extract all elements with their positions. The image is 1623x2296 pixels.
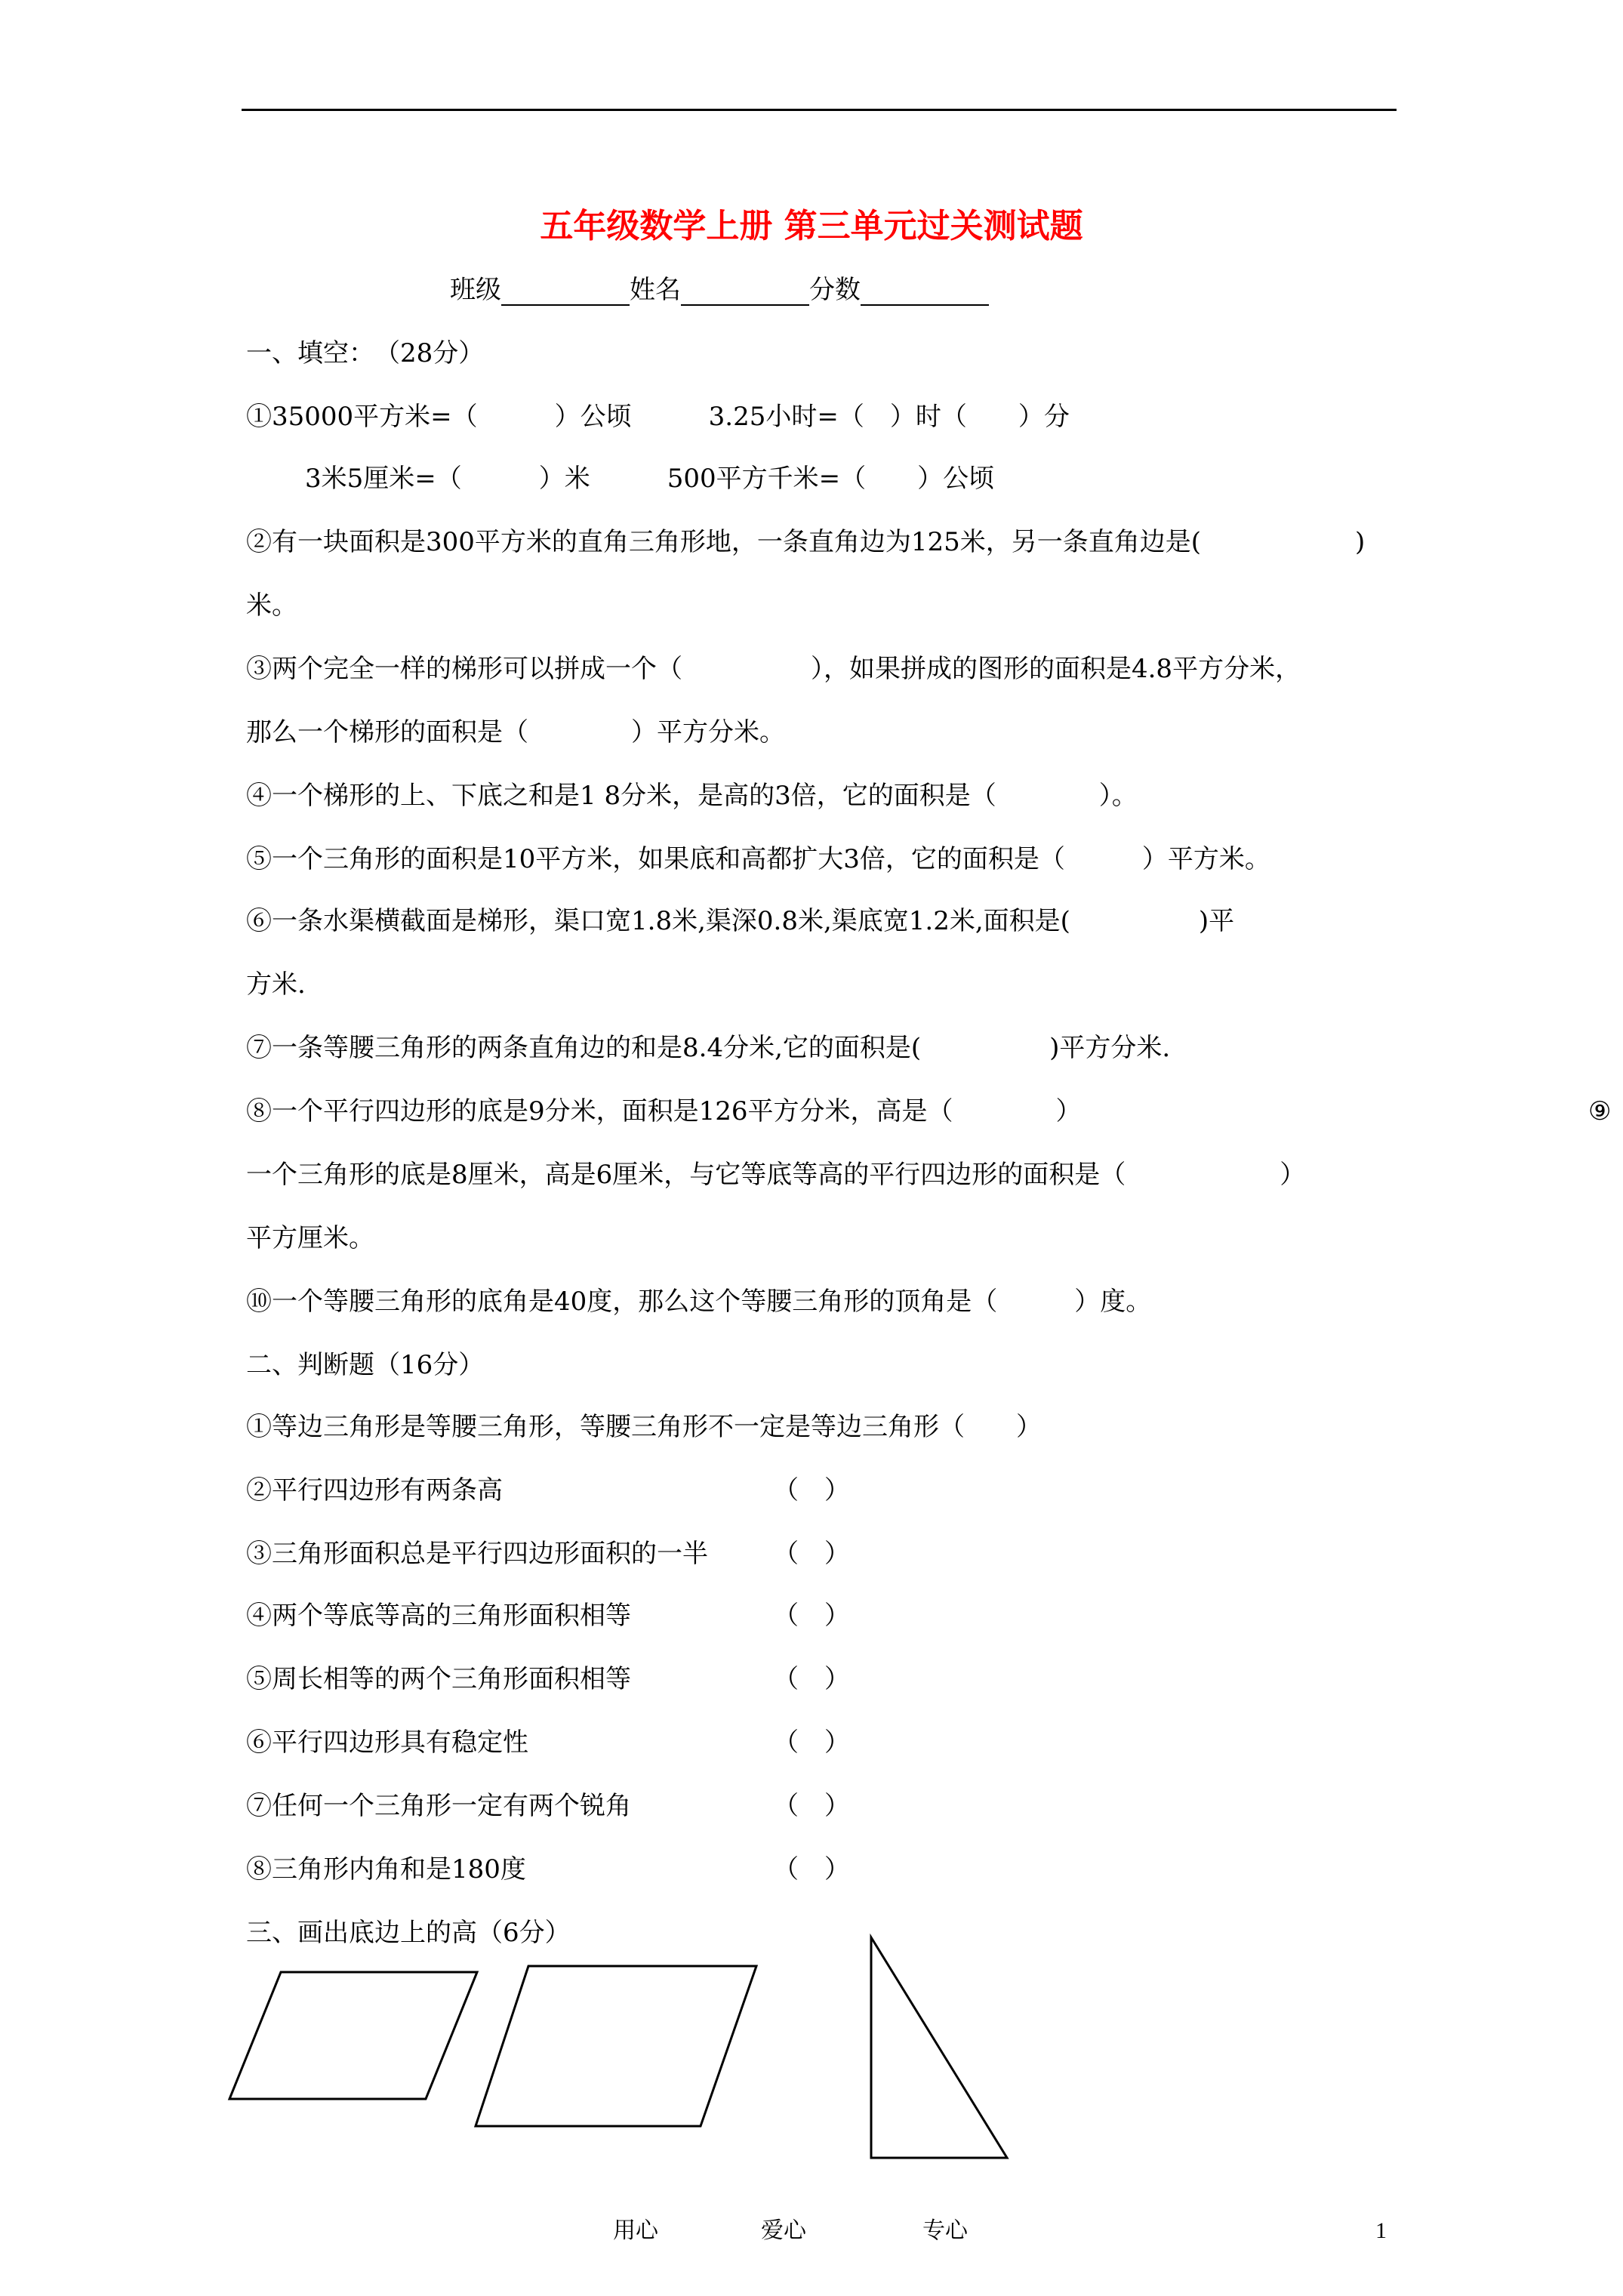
question-6b: 方米.: [246, 969, 306, 1000]
footer-word-2: 爱心: [761, 2217, 806, 2244]
judge-item-8-bracket: （ ）: [773, 1854, 850, 1885]
judge-item-5: ⑤周长相等的两个三角形面积相等: [246, 1664, 631, 1694]
question-10: ⑩一个等腰三角形的底角是40度，那么这个等腰三角形的顶角是（ ）度。: [246, 1287, 1152, 1317]
parallelogram-small: [229, 1972, 477, 2099]
judge-item-4-bracket: （ ）: [773, 1601, 850, 1631]
header-rule: [242, 109, 1397, 111]
judge-item-2-bracket: （ ）: [773, 1475, 850, 1505]
question-9a: 一个三角形的底是8厘米，高是6厘米，与它等底等高的平行四边形的面积是（ ）: [246, 1160, 1306, 1190]
score-label: 分数: [809, 275, 861, 305]
judge-item-1: ①等边三角形是等腰三角形，等腰三角形不一定是等边三角形（ ）: [246, 1412, 1042, 1442]
page-number: 1: [1375, 2218, 1387, 2243]
question-2a: ②有一块面积是300平方米的直角三角形地，一条直角边为125米，另一条直角边是( ): [246, 527, 1366, 557]
section2-heading: 二、判断题（16分）: [246, 1350, 485, 1380]
question-4: ④一个梯形的上、下底之和是1 8分米，是高的3倍，它的面积是（ ）。: [246, 781, 1138, 811]
question-3b: 那么一个梯形的面积是（ ）平方分米。: [246, 717, 785, 747]
score-blank: [861, 277, 989, 306]
geometry-figures: [0, 1933, 1623, 2174]
question-6a: ⑥一条水渠横截面是梯形，渠口宽1.8米,渠深0.8米,渠底宽1.2米,面积是( )平: [246, 906, 1235, 936]
judge-item-6-bracket: （ ）: [773, 1727, 850, 1758]
judge-item-2: ②平行四边形有两条高: [246, 1475, 503, 1505]
question-9-marker: ⑨: [1588, 1096, 1612, 1126]
class-blank: [501, 277, 630, 306]
question-1a: ①35000平方米=（ ）公顷 3.25小时=（ ）时（ ）分: [246, 402, 1070, 432]
footer-word-1: 用心: [613, 2217, 658, 2244]
question-8: ⑧一个平行四边形的底是9分米，面积是126平方分米，高是（ ）: [246, 1096, 1082, 1126]
question-3a: ③两个完全一样的梯形可以拼成一个（ ），如果拼成的图形的面积是4.8平方分米，: [246, 654, 1301, 684]
name-blank: [681, 277, 809, 306]
question-9b: 平方厘米。: [246, 1223, 374, 1253]
parallelogram-large: [476, 1966, 756, 2126]
judge-item-7: ⑦任何一个三角形一定有两个锐角: [246, 1791, 631, 1821]
question-5: ⑤一个三角形的面积是10平方米，如果底和高都扩大3倍，它的面积是（ ）平方米。: [246, 844, 1270, 874]
judge-item-8: ⑧三角形内角和是180度: [246, 1854, 526, 1885]
judge-item-7-bracket: （ ）: [773, 1791, 850, 1821]
class-label: 班级: [450, 275, 501, 305]
judge-item-6: ⑥平行四边形具有稳定性: [246, 1727, 528, 1758]
footer-word-3: 专心: [922, 2217, 968, 2244]
question-1b: 3米5厘米=（ ）米 500平方千米=（ ）公顷: [305, 464, 995, 494]
name-label: 姓名: [630, 275, 681, 305]
student-info-line: [450, 275, 989, 306]
page-title: 五年级数学上册 第三单元过关测试题: [540, 207, 1083, 245]
judge-item-5-bracket: （ ）: [773, 1664, 850, 1694]
judge-item-3-bracket: （ ）: [773, 1539, 850, 1569]
judge-item-3: ③三角形面积总是平行四边形面积的一半: [246, 1539, 708, 1569]
judge-item-4: ④两个等底等高的三角形面积相等: [246, 1601, 631, 1631]
section1-heading: 一、填空： （28分）: [246, 338, 485, 368]
question-2b: 米。: [246, 590, 297, 621]
question-7: ⑦一条等腰三角形的两条直角边的和是8.4分米,它的面积是( )平方分米.: [246, 1033, 1171, 1063]
section3-heading: 三、画出底边上的高（6分）: [246, 1918, 571, 1948]
right-triangle: [871, 1937, 1007, 2158]
